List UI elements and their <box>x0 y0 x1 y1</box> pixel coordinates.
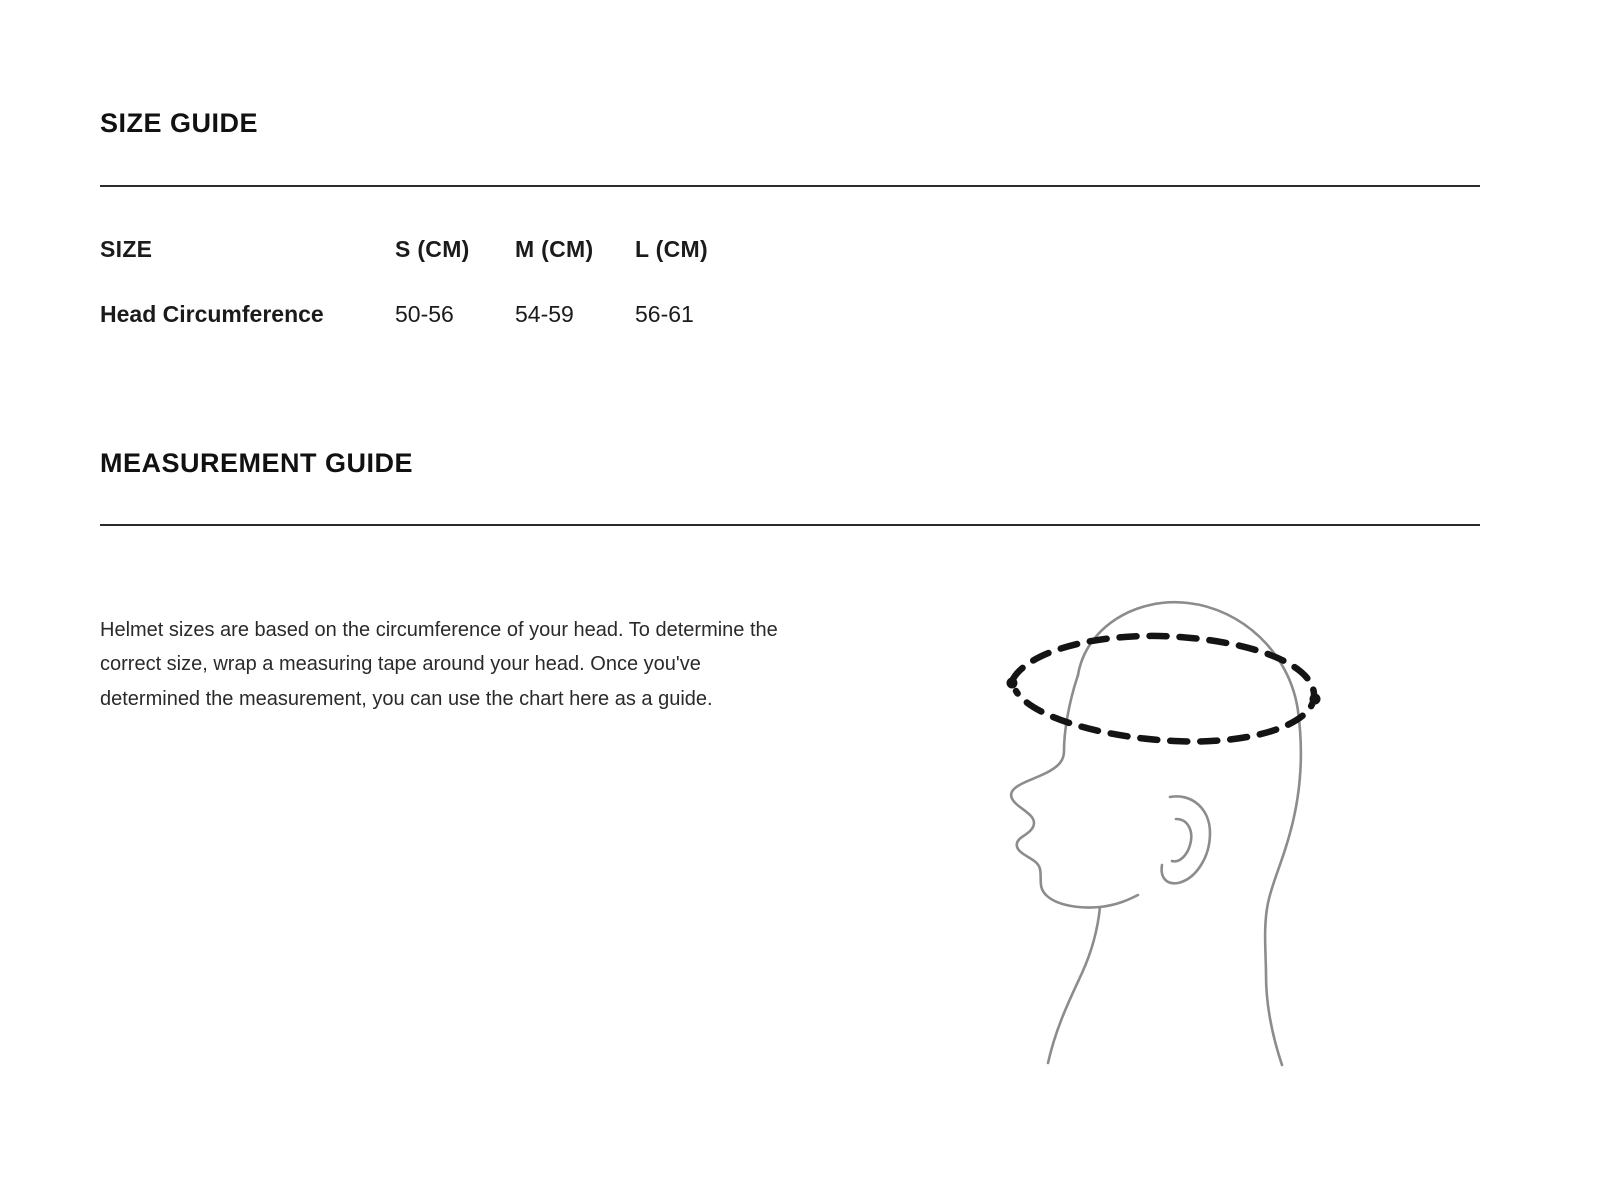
table-row <box>100 301 755 328</box>
column-header-small: S (CM) <box>395 236 470 262</box>
tape-end-marker-right <box>1310 694 1321 705</box>
column-header-medium: M (CM) <box>515 236 594 262</box>
cell-head-circumference-large: 56-61 <box>635 301 694 327</box>
measurement-guide-divider <box>100 524 1480 526</box>
head-profile-icon <box>960 565 1360 1085</box>
column-header-large: L (CM) <box>635 236 708 262</box>
cell-head-circumference-medium: 54-59 <box>515 301 574 327</box>
tape-end-marker-left <box>1007 678 1018 689</box>
size-guide-heading: SIZE GUIDE <box>100 108 259 138</box>
head-measurement-illustration <box>960 565 1360 1085</box>
table-header-row <box>100 236 755 301</box>
row-label-head-circumference: Head Circumference <box>100 301 324 327</box>
size-chart-table <box>100 236 755 328</box>
column-header-size: SIZE <box>100 236 153 262</box>
measurement-guide-body-text: Helmet sizes are based on the circumference of your head. To determine the correct size, wrap a measuring tape around your head. Once you've determined the measurement, you can use the chart here as a guide. <box>100 619 778 710</box>
cell-head-circumference-small: 50-56 <box>395 301 454 327</box>
measurement-guide-heading: MEASUREMENT GUIDE <box>100 448 414 478</box>
size-guide-divider <box>100 185 1480 187</box>
